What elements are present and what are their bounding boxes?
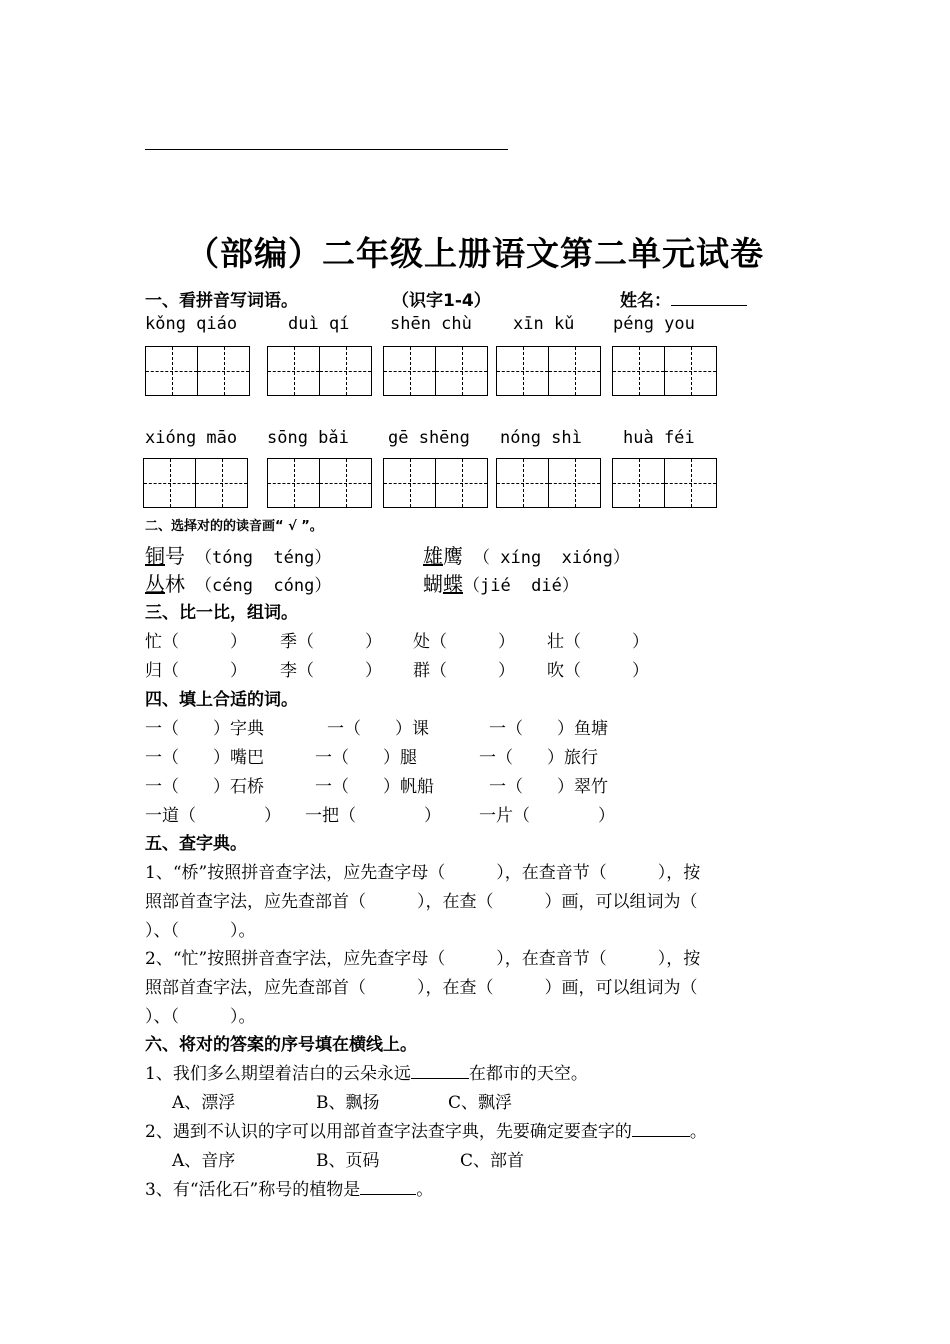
choice-option: C、飘浮 — [448, 1093, 513, 1113]
section3-heading: 三、比一比，组词。 — [145, 603, 298, 623]
name-label: 姓名： — [620, 286, 747, 311]
compare-item: 群（ ） — [413, 661, 515, 681]
pinyin-label: péng you — [613, 314, 695, 334]
pronunciation-item: 蝴蝶（jié dié） — [423, 572, 579, 596]
choice-option: A、漂浮 — [172, 1093, 236, 1113]
pinyin-label: duì qí — [288, 314, 350, 334]
fill-word-item: 一（ ）课 — [327, 719, 429, 739]
writing-grid[interactable] — [496, 458, 601, 508]
fill-word-item: 一（ ）鱼塘 — [489, 719, 608, 739]
pinyin-label: kǒng qiáo — [145, 314, 238, 334]
choice-option: A、音序 — [172, 1151, 236, 1171]
dictionary-question-line: 2、“忙”按照拼音查字法，应先查字母（ ），在查音节（ ），按 — [145, 949, 701, 969]
section1-heading: 一、看拼音写词语。 — [145, 291, 298, 311]
dictionary-question-line: ）、（ ）。 — [145, 1007, 256, 1027]
pronunciation-item: 雄鹰 （ xíng xióng） — [423, 544, 630, 568]
dictionary-question-line: ）、（ ）。 — [145, 921, 256, 941]
fill-word-item: 一（ ）字典 — [145, 719, 264, 739]
compare-item: 归（ ） — [145, 661, 247, 681]
writing-grid[interactable] — [383, 346, 488, 396]
fill-word-item: 一（ ）嘴巴 — [145, 748, 264, 768]
fill-word-item: 一（ ）翠竹 — [489, 777, 608, 797]
fill-word-item: 一片（ ） — [479, 806, 615, 826]
section2-heading: 二、选择对的的读音画“ √ ”。 — [145, 519, 323, 534]
compare-item: 处（ ） — [413, 632, 515, 652]
answer-blank[interactable] — [360, 1177, 416, 1195]
writing-grid[interactable] — [267, 458, 372, 508]
pinyin-label: huà féi — [623, 428, 695, 448]
pronunciation-item: 铜号 （tóng téng） — [145, 544, 332, 568]
pinyin-label: sōng bǎi — [267, 428, 349, 448]
writing-grid[interactable] — [143, 458, 248, 508]
choice-option: B、飘扬 — [316, 1093, 380, 1113]
writing-grid[interactable] — [383, 458, 488, 508]
pinyin-label: xīn kǔ — [513, 314, 575, 334]
fill-word-item: 一（ ）石桥 — [145, 777, 264, 797]
choice-option: C、部首 — [460, 1151, 525, 1171]
compare-item: 李（ ） — [280, 661, 382, 681]
dictionary-question-line: 1、“桥”按照拼音查字法，应先查字母（ ），在查音节（ ），按 — [145, 863, 701, 883]
writing-grid[interactable] — [496, 346, 601, 396]
compare-item: 忙（ ） — [145, 632, 247, 652]
choice-option: B、页码 — [316, 1151, 380, 1171]
fill-word-item: 一（ ）帆船 — [315, 777, 434, 797]
choice-question: 2、遇到不认识的字可以用部首查字法查字典，先要确定要查字的 。 — [145, 1117, 707, 1142]
name-blank[interactable] — [671, 288, 747, 306]
pinyin-label: shēn chù — [390, 314, 472, 334]
writing-grid[interactable] — [612, 346, 717, 396]
fill-word-item: 一（ ）腿 — [315, 748, 417, 768]
section5-heading: 五、查字典。 — [145, 834, 247, 854]
answer-blank[interactable] — [632, 1119, 690, 1137]
section4-heading: 四、填上合适的词。 — [145, 690, 298, 710]
section6-heading: 六、将对的答案的序号填在横线上。 — [145, 1035, 417, 1055]
choice-question: 1、我们多么期望着洁白的云朵永远 在都市的天空。 — [145, 1059, 588, 1084]
dictionary-question-line: 照部首查字法，应先查部首（ ），在查（ ）画，可以组词为（ — [145, 978, 698, 998]
pinyin-label: xióng māo — [145, 428, 238, 448]
writing-grid[interactable] — [145, 346, 250, 396]
fill-word-item: 一（ ）旅行 — [479, 748, 598, 768]
unit-range: （识字1-4） — [392, 291, 491, 311]
pronunciation-item: 丛林 （céng cóng） — [145, 572, 332, 596]
choice-question: 3、有“活化石”称号的植物是 。 — [145, 1175, 433, 1200]
fill-word-item: 一把（ ） — [305, 806, 441, 826]
writing-grid[interactable] — [612, 458, 717, 508]
pinyin-label: gē shēng — [388, 428, 470, 448]
top-rule — [145, 149, 508, 150]
dictionary-question-line: 照部首查字法，应先查部首（ ），在查（ ）画，可以组词为（ — [145, 892, 698, 912]
fill-word-item: 一道（ ） — [145, 806, 281, 826]
pinyin-label: nóng shì — [500, 428, 582, 448]
compare-item: 吹（ ） — [547, 661, 649, 681]
writing-grid[interactable] — [267, 346, 372, 396]
page-title: （部编）二年级上册语文第二单元试卷 — [186, 234, 764, 273]
compare-item: 季（ ） — [280, 632, 382, 652]
compare-item: 壮（ ） — [547, 632, 649, 652]
answer-blank[interactable] — [411, 1061, 469, 1079]
